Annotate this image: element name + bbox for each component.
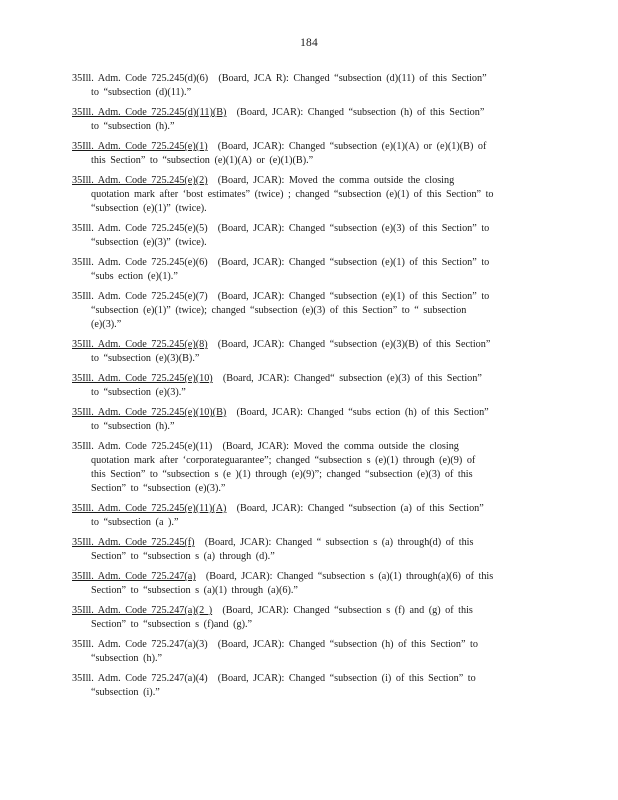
- amendment-entry: [72, 174, 540, 216]
- amendment-text: (Board, JCAR): Changed “subsection (e)(3) of this Section” to: [217, 223, 490, 234]
- code-citation: 35Ill. Adm. Code 725.245(e)(7): [72, 291, 208, 302]
- amendment-text: (Board, JCAR): Changed “subsection (e)(1) of this Section” to: [217, 257, 490, 268]
- entry-first-line: [72, 440, 540, 454]
- entry-continuation-line: Section” to “subsection (e)(3).”: [91, 483, 226, 494]
- entry-continuation-line: to “subsection (e)(3).”: [91, 387, 186, 398]
- amendment-entry: [72, 406, 540, 434]
- entry-first-line: [72, 604, 540, 618]
- amendment-entry: [72, 672, 540, 700]
- amendment-text: (Board, JCAR): Changed “subsection (h) of this Section”: [236, 107, 485, 118]
- code-citation: 35Ill. Adm. Code 725.247(a): [72, 571, 196, 582]
- amendment-text: (Board, JCAR): Changed “subsection s (f) and (g) of this: [222, 605, 473, 616]
- entry-continuation-line: to “subsection (h).”: [91, 121, 175, 132]
- entry-continuation-line: “subsection (i).”: [91, 687, 160, 698]
- code-citation: 35Ill. Adm. Code 725.245(d)(11)(B): [72, 107, 227, 118]
- entry-first-line: [72, 502, 540, 516]
- code-citation: 35Ill. Adm. Code 725.245(e)(10)(B): [72, 407, 227, 418]
- code-citation: 35Ill. Adm. Code 725.245(f): [72, 537, 195, 548]
- code-citation: 35Ill. Adm. Code 725.245(e)(2): [72, 175, 208, 186]
- amendment-entry: [72, 256, 540, 284]
- amendment-text: (Board, JCAR): Changed “subsection (e)(3)(B) of this Section”: [217, 339, 491, 350]
- amendment-entry: [72, 140, 540, 168]
- amendment-entry: [72, 502, 540, 530]
- amendment-text: (Board, JCAR): Changed “ subsection s (a) through(d) of this: [204, 537, 474, 548]
- entry-continuation-line: (e)(3).”: [91, 319, 122, 330]
- amendment-text: (Board, JCAR): Changed “subsection (e)(1) of this Section” to: [217, 291, 490, 302]
- entry-first-line: [72, 256, 540, 270]
- entry-first-line: [72, 570, 540, 584]
- amendment-text: (Board, JCAR): Changed “subs ection (h) of this Section”: [236, 407, 489, 418]
- amendment-text: (Board, JCAR): Changed “subsection s (a)(1) through(a)(6) of this: [205, 571, 494, 582]
- entry-first-line: [72, 106, 540, 120]
- entry-continuation-line: Section” to “subsection s (a) through (d).”: [91, 551, 275, 562]
- code-citation: 35Ill. Adm. Code 725.245(e)(10): [72, 373, 213, 384]
- entry-first-line: [72, 338, 540, 352]
- code-citation: 35Ill. Adm. Code 725.245(e)(8): [72, 339, 208, 350]
- entry-first-line: [72, 406, 540, 420]
- code-citation: 35Ill. Adm. Code 725.245(d)(6): [72, 73, 209, 84]
- entry-continuation-line: this Section” to “subsection s (e )(1) through (e)(9)”; changed “subsection (e)(3) of this: [91, 469, 473, 480]
- entry-continuation-line: “subs ection (e)(1).”: [91, 271, 178, 282]
- entry-first-line: [72, 638, 540, 652]
- amendment-text: (Board, JCA R): Changed “subsection (d)(11) of this Section”: [218, 73, 487, 84]
- entry-first-line: [72, 72, 540, 86]
- code-citation: 35Ill. Adm. Code 725.245(e)(11): [72, 441, 213, 452]
- amendment-text: (Board, JCAR): Moved the comma outside the closing: [222, 441, 459, 452]
- amendment-text: (Board, JCAR): Changed “subsection (i) of this Section” to: [217, 673, 476, 684]
- entry-continuation-line: quotation mark after ‘corporateguarantee”; changed “subsection s (e)(1) through (e)(9) of: [91, 455, 476, 466]
- entry-first-line: [72, 140, 540, 154]
- amendment-list: [72, 72, 540, 706]
- entry-continuation-line: “subsection (h).”: [91, 653, 163, 664]
- amendment-text: (Board, JCAR): Changed “subsection (e)(1)(A) or (e)(1)(B) of: [217, 141, 487, 152]
- code-citation: 35Ill. Adm. Code 725.245(e)(5): [72, 223, 208, 234]
- amendment-text: (Board, JCAR): Changed “subsection (h) of this Section” to: [217, 639, 478, 650]
- amendment-entry: [72, 604, 540, 632]
- code-citation: 35Ill. Adm. Code 725.245(e)(6): [72, 257, 208, 268]
- entry-continuation-line: to “subsection (h).”: [91, 421, 175, 432]
- code-citation: 35Ill. Adm. Code 725.247(a)(2 ): [72, 605, 213, 616]
- entry-continuation-line: Section” to “subsection s (f)and (g).”: [91, 619, 253, 630]
- entry-continuation-line: to “subsection (d)(11).”: [91, 87, 192, 98]
- entry-first-line: [72, 290, 540, 304]
- code-citation: 35Ill. Adm. Code 725.245(e)(1): [72, 141, 208, 152]
- amendment-entry: [72, 372, 540, 400]
- code-citation: 35Ill. Adm. Code 725.247(a)(3): [72, 639, 208, 650]
- amendment-entry: [72, 222, 540, 250]
- amendment-entry: [72, 638, 540, 666]
- code-citation: 35Ill. Adm. Code 725.245(e)(11)(A): [72, 503, 227, 514]
- amendment-text: (Board, JCAR): Changed “subsection (a) of this Section”: [236, 503, 484, 514]
- amendment-entry: [72, 338, 540, 366]
- entry-first-line: [72, 536, 540, 550]
- amendment-text: (Board, JCAR): Moved the comma outside the closing: [217, 175, 455, 186]
- amendment-text: (Board, JCAR): Changed“ subsection (e)(3) of this Section”: [222, 373, 482, 384]
- entry-first-line: [72, 174, 540, 188]
- entry-continuation-line: to “subsection (a ).”: [91, 517, 179, 528]
- page-number: 184: [300, 37, 318, 49]
- entry-continuation-line: quotation mark after ‘bost estimates” (twice) ; changed “subsection (e)(1) of this Section” to: [91, 189, 494, 200]
- entry-continuation-line: to “subsection (e)(3)(B).”: [91, 353, 200, 364]
- amendment-entry: [72, 440, 540, 496]
- entry-continuation-line: “subsection (e)(3)” (twice).: [91, 237, 207, 248]
- entry-continuation-line: “subsection (e)(1)” (twice); changed “subsection (e)(3) of this Section” to “ subsection: [91, 305, 467, 316]
- amendment-entry: [72, 536, 540, 564]
- code-citation: 35Ill. Adm. Code 725.247(a)(4): [72, 673, 208, 684]
- entry-first-line: [72, 672, 540, 686]
- entry-continuation-line: “subsection (e)(1)” (twice).: [91, 203, 207, 214]
- entry-first-line: [72, 372, 540, 386]
- amendment-entry: [72, 290, 540, 332]
- amendment-entry: [72, 72, 540, 100]
- amendment-entry: [72, 106, 540, 134]
- entry-continuation-line: this Section” to “subsection (e)(1)(A) or (e)(1)(B).”: [91, 155, 314, 166]
- amendment-entry: [72, 570, 540, 598]
- entry-continuation-line: Section” to “subsection s (a)(1) through (a)(6).”: [91, 585, 298, 596]
- entry-first-line: [72, 222, 540, 236]
